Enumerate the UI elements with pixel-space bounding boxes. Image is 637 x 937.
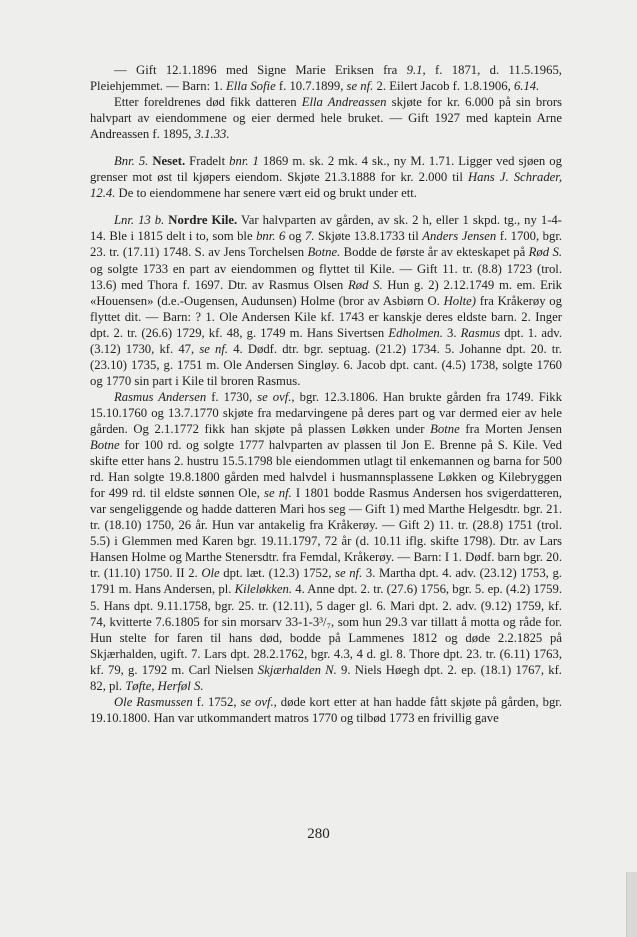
text-run: bgr. 12.3.1806. Han brukte gården fra 1749. Fikk 15.10.1760 og 13.7.1770 skjøte fra medarvingene på deres part og var dermed eier av hele gården. Og 2.1.1772 fikk han skjøte på plassen Løkken under	[90, 389, 562, 436]
text-run: se nf.	[264, 486, 292, 501]
text-run: f. 1871, d. 11.5.1965, Pleiehjemmet. — Barn: 1.	[90, 63, 562, 94]
text-run: Rød S.	[347, 277, 383, 292]
text-run: Ole	[201, 566, 220, 581]
text-run: Fradelt	[185, 154, 230, 169]
paragraph	[90, 694, 562, 726]
text-run: se ovf.,	[257, 389, 295, 404]
text-run: Hun g. 2) 2.12.1749 m. em. Erik «Houensen» (d.e.-Ougensen, Audunsen) Holme (bror av Asbiørn O.	[90, 277, 562, 308]
text-run: f. 1730,	[206, 389, 258, 404]
text-run: — Gift 12.1.1896 med Signe Marie Eriksen fra	[114, 63, 407, 77]
text-run: Botne	[430, 421, 460, 436]
text-run: Etter foreldrenes død fikk datteren	[114, 95, 302, 110]
text-run: f. 1752,	[192, 694, 241, 709]
text-run: 6.14.	[513, 79, 540, 94]
text-run: 9. Niels Høegh dpt. 2. ep. (18.1) 1767, kf. 82, pl.	[90, 662, 562, 693]
paragraph	[90, 212, 562, 389]
text-run: se nf.	[346, 79, 374, 94]
text-run: dpt. læt. (12.3) 1752,	[219, 566, 336, 581]
text-run: og solgte 1733 en part av eiendommen og flyttet til Kile. — Gift 11. tr. (8.8) 1723 (trol. 13.6) med Thora f. 1697. Dtr. av Rasmus Olsen	[90, 261, 562, 292]
text-run: De to eiendommene har senere vært eid og brukt under ett.	[115, 186, 417, 201]
text-run: f. 10.7.1899,	[275, 79, 347, 94]
paragraph	[90, 94, 562, 142]
text-run: Nordre Kile.	[168, 213, 238, 228]
text-run: for 100 rd. og solgte 1777 halvparten av plassen til Jon E. Brenne på S. Kile. Ved skifte etter hans 2. hustru 15.5.1798 ble eiendommen utlagt til enkemannen og barna for 500 rd. Han solgte 19.8.1800 gården med halvdel i husmannsplassene Løkken og Kilebryggen for 499 rd. til eldste sønnen Ole,	[90, 438, 562, 501]
text-run: Botne	[90, 438, 120, 453]
text-run: Hans J. Schrader, 12.4.	[90, 170, 562, 201]
text-run: bnr. 1	[229, 154, 259, 169]
text-run: se nf.	[199, 341, 229, 356]
text-run: Edholmen.	[388, 325, 443, 340]
text-run: Rasmus Andersen	[114, 389, 207, 404]
text-run: 3.1.33.	[194, 127, 230, 142]
text-run: Kileløkken.	[234, 582, 293, 597]
body-text	[90, 62, 562, 726]
text-run: Skjøte 13.8.1733 til	[314, 229, 423, 244]
text-run: Botne.	[307, 245, 341, 260]
text-run: 3. Martha dpt. 4. adv. (23.12) 1753, g. 1791 m. Hans Andersen, pl.	[90, 566, 562, 597]
text-run: 9.1,	[406, 63, 426, 77]
text-run: f. 1700, bgr. 23. tr. (17.11) 1748. S. av Jens Torchelsen	[90, 229, 563, 260]
text-run: 4. Dødf. dtr. bgr. septuag. (21.2) 1734. 5. Johanne dpt. 20. tr. (23.10) 1735, g. 1751 m. Ole Andersen Singløy. 6. Jacob dpt. cant. (4.5) 1738, solgte 1760 og 1770 sin part i Kile til broren Rasmus.	[90, 341, 562, 388]
text-run: se ovf.,	[240, 694, 277, 709]
paragraph	[90, 62, 562, 94]
text-run: dpt. 1. adv. (3.12) 1730, kf. 47,	[90, 325, 562, 356]
page-edge	[626, 872, 637, 937]
text-run: Rød S.	[528, 245, 562, 260]
text-run: Lnr. 13 b.	[114, 213, 165, 228]
text-run: I 1801 bodde Rasmus Andersen hos svigerdatteren, var sengeliggende og hadde datteren Mari hos seg — Gift 1) med Marthe Helgesdtr. bgr. 21. tr. (18.10) 1750, 26 år. Hun var antakelig fra Kråkerøy. — Gift 2) 11. tr. (28.8) 1751 (trol. 5.5) i Glemmen med Karen bgr. 19.11.1797, 72 år (d. 10.11 iflg. skifte 1798). Dtr. av Lars Hansen Holme og Marthe Stenersdtr. fra Femdal, Kråkerøy. — Barn: I 1. Dødf. barn bgr. 20. tr. (11.10) 1750. II 2.	[90, 486, 562, 581]
text-run: Tøfte, Herføl S.	[125, 678, 204, 693]
text-run: 2. Eilert Jacob f. 1.8.1906,	[373, 79, 514, 94]
text-run: Rasmus	[460, 325, 501, 340]
text-run: døde kort etter at han hadde fått skjøte på gården, bgr. 19.10.1800. Han var utkommandert matros 1770 og tilbød 1773 en frivillig gave	[90, 694, 563, 725]
text-run: Ella Sofie	[226, 79, 276, 94]
text-run: 3.	[442, 325, 461, 340]
paragraph	[90, 153, 562, 201]
text-run: Holte)	[443, 293, 477, 308]
text-run: Bodde de første år av ekteskapet på	[340, 245, 529, 260]
text-run: fra Kråkerøy og flyttet dit. — Barn: ? 1. Ole Andersen Kile kf. 1743 er kanskje deres eldste barn. 2. Inger dpt. 2. tr. (26.6) 1729, kf. 48, g. 1749 m. Hans Sivertsen	[90, 293, 562, 340]
text-run: 1869 m. sk. 2 mk. 4 sk., ny M. 1.71. Ligger ved sjøen og grenser mot øst til kjøpers eiendom. Skjøte 21.3.1888 for kr. 2.000 til	[90, 154, 562, 185]
text-run: fra Morten Jensen	[459, 421, 562, 436]
text-run: og	[285, 229, 305, 244]
paragraph	[90, 389, 562, 694]
text-run: Var halvparten av gården, av sk. 2 h, eller 1 skpd. tg., ny 1-4-14. Ble i 1815 delt i to, som ble	[90, 213, 562, 244]
page-number: 280	[307, 826, 330, 842]
text-run: Bnr. 5.	[114, 154, 149, 169]
text-run: Ole Rasmussen	[114, 694, 193, 709]
text-run: 4. Anne dpt. 2. tr. (27.6) 1756, bgr. 5. ep. (4.2) 1759. 5. Hans dpt. 9.11.1758, bgr. 25. tr. (12.11), 5 dager gl. 6. Mari dpt. 2. adv. (9.12) 1759, kf. 74, kvitterte 7.6.1805 for sin morsarv 33-1-3³/₇, som hun 29.3 var tillatt å motta og råde for. Hun stelte for faren til hans død, bodde på Lammenes 1812 og døde 2.2.1825 på Skjærhalden, ugift. 7. Lars dpt. 28.2.1762, bgr. 4.3, 4 d. gl. 8. Thore dpt. 23. tr. (6.11) 1763, kf. 79, g. 1792 m. Carl Nielsen	[90, 582, 562, 677]
text-run: Skjærhalden N.	[257, 662, 337, 677]
text-run: Anders Jensen	[422, 229, 497, 244]
text-run: Neset.	[152, 154, 186, 169]
text-run: Ella Andreassen	[301, 95, 387, 110]
text-run: se nf.	[335, 566, 363, 581]
text-run: bnr. 6	[256, 229, 286, 244]
text-run: skjøte for kr. 6.000 på sin brors halvpart av eiendommene og eier dermed hele bruket. — Gift 1927 med kaptein Arne Andreassen f. 1895,	[90, 95, 562, 142]
text-run: 7.	[305, 229, 315, 244]
